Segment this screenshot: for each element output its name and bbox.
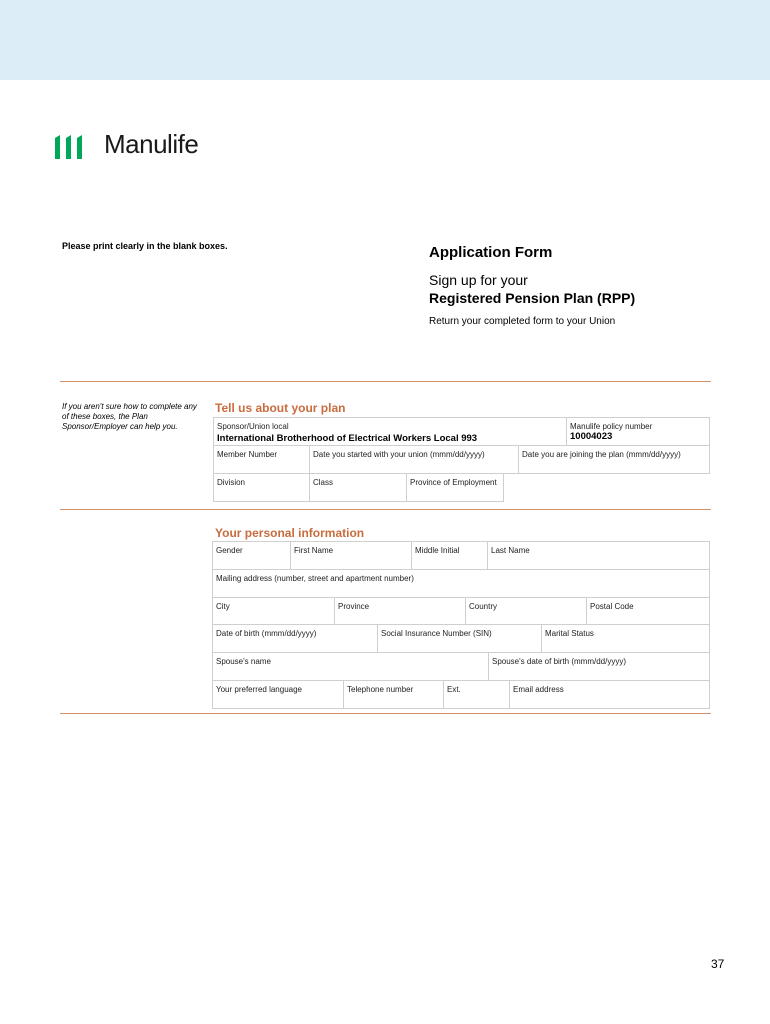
union-start-date-field[interactable]	[309, 445, 519, 474]
first-name-field[interactable]	[290, 541, 412, 570]
form-title: Application Form	[429, 244, 553, 261]
sponsor-field[interactable]	[213, 417, 567, 446]
middle-initial-label: Middle Initial	[415, 546, 460, 555]
country-field[interactable]	[465, 597, 587, 625]
return-instructions: Return your completed form to your Union	[429, 316, 616, 327]
join-date-label: Date you are joining the plan (mmm/dd/yyyy)	[522, 450, 681, 459]
division-field[interactable]	[213, 473, 310, 502]
spouse-date-of-birth-field[interactable]	[488, 652, 710, 681]
class-field[interactable]	[309, 473, 407, 502]
section-divider	[60, 381, 711, 382]
signup-line: Sign up for your	[429, 272, 528, 288]
city-field[interactable]	[212, 597, 335, 625]
date-of-birth-label: Date of birth (mmm/dd/yyyy)	[216, 629, 317, 638]
sponsor-label: Sponsor/Union local	[217, 422, 289, 431]
last-name-label: Last Name	[491, 546, 530, 555]
gender-label: Gender	[216, 546, 243, 555]
manulife-logo	[54, 129, 214, 164]
division-label: Division	[217, 478, 246, 487]
province-of-employment-field[interactable]	[406, 473, 504, 502]
brand-name: Manulife	[104, 129, 199, 159]
help-note: If you aren't sure how to complete any of these boxes, the Plan Sponsor/Employer can help you.	[62, 402, 197, 431]
top-banner	[0, 0, 770, 80]
postal-code-field[interactable]	[586, 597, 710, 625]
mailing-address-label: Mailing address (number, street and apartment number)	[216, 574, 414, 583]
province-of-employment-label: Province of Employment	[410, 478, 497, 487]
sin-label: Social Insurance Number (SIN)	[381, 629, 492, 638]
manulife-logo-icon	[54, 132, 84, 162]
spouse-date-of-birth-label: Spouse's date of birth (mmm/dd/yyyy)	[492, 657, 627, 666]
section-divider	[60, 509, 711, 510]
plan-name: Registered Pension Plan (RPP)	[429, 290, 636, 306]
sponsor-value: International Brotherhood of Electrical Workers Local 993	[217, 433, 478, 444]
preferred-language-label: Your preferred language	[216, 685, 302, 694]
last-name-field[interactable]	[487, 541, 710, 570]
first-name-label: First Name	[294, 546, 334, 555]
extension-field[interactable]	[443, 680, 510, 709]
member-number-label: Member Number	[217, 450, 278, 459]
page-number: 37	[711, 957, 725, 971]
middle-initial-field[interactable]	[411, 541, 488, 570]
marital-status-label: Marital Status	[545, 629, 594, 638]
spouse-name-field[interactable]	[212, 652, 489, 681]
print-instructions: Please print clearly in the blank boxes.	[62, 241, 228, 251]
extension-label: Ext.	[447, 685, 461, 694]
sin-field[interactable]	[377, 624, 542, 653]
email-field[interactable]	[509, 680, 710, 709]
city-label: City	[216, 602, 230, 611]
country-label: Country	[469, 602, 498, 611]
preferred-language-field[interactable]	[212, 680, 344, 709]
spouse-name-label: Spouse's name	[216, 657, 271, 666]
telephone-field[interactable]	[343, 680, 444, 709]
marital-status-field[interactable]	[541, 624, 710, 653]
personal-section-title: Your personal information	[215, 526, 365, 540]
gender-field[interactable]	[212, 541, 291, 570]
policy-number-label: Manulife policy number	[570, 422, 653, 431]
join-date-field[interactable]	[518, 445, 710, 474]
date-of-birth-field[interactable]	[212, 624, 378, 653]
union-start-date-label: Date you started with your union (mmm/dd/yyyy)	[313, 450, 485, 459]
plan-section-title: Tell us about your plan	[215, 401, 346, 415]
postal-code-label: Postal Code	[590, 602, 634, 611]
member-number-field[interactable]	[213, 445, 310, 474]
mailing-address-field[interactable]	[212, 569, 710, 598]
province-label: Province	[338, 602, 370, 611]
section-divider	[60, 713, 711, 714]
email-label: Email address	[513, 685, 564, 694]
policy-number-field[interactable]	[566, 417, 710, 446]
province-field[interactable]	[334, 597, 466, 625]
policy-number-value: 10004023	[570, 431, 613, 442]
class-label: Class	[313, 478, 334, 487]
telephone-label: Telephone number	[347, 685, 414, 694]
